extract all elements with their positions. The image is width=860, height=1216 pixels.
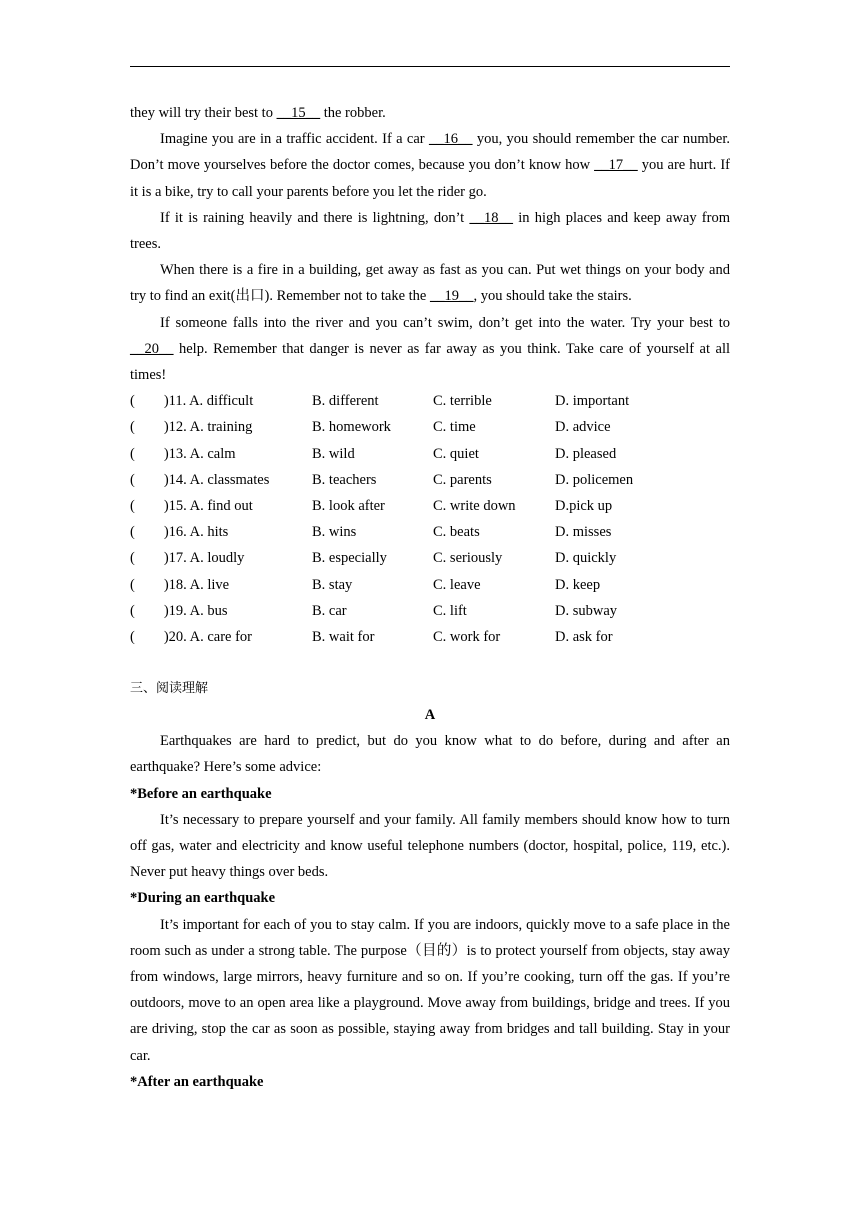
question-option-a: ( )14. A. classmates [130, 471, 270, 488]
passage-intro: Earthquakes are hard to predict, but do you know what to do before, during and after an earthquake? Here’s some advice: [130, 733, 730, 776]
text: the robber. [320, 105, 386, 121]
question-option-d: D. misses [555, 524, 612, 541]
question-option-c: C. quiet [433, 445, 479, 462]
text: When there is a fire in a building, get away as fast as you can. Put wet things on your body and try to find an exit(出口). Remember not to take the [130, 262, 730, 305]
text: in high places and keep away from trees. [130, 209, 730, 253]
question-option-d: D. quickly [555, 550, 617, 567]
question-option-b: B. wins [312, 524, 357, 541]
text: they will try their best to [130, 105, 277, 121]
text: If it is raining heavily and there is lightning, don’t [160, 209, 470, 226]
question-option-d: D. pleased [555, 445, 617, 462]
blank-20: __20__ [130, 340, 174, 357]
question-option-c: C. write down [433, 497, 516, 514]
blank-18: __18__ [469, 209, 513, 226]
question-option-b: B. teachers [312, 471, 377, 488]
question-row [130, 493, 730, 519]
question-option-b: B. look after [312, 497, 385, 514]
question-option-c: C. lift [433, 602, 467, 619]
question-option-a: ( )15. A. find out [130, 497, 253, 514]
question-option-d: D. subway [555, 602, 618, 619]
blank-16: __16__ [428, 131, 473, 148]
question-option-b: B. wait for [312, 628, 375, 645]
text: If someone falls into the river and you can’t swim, don’t get into the water. Try your best to [160, 314, 730, 331]
question-row [130, 598, 730, 624]
question-row [130, 545, 730, 571]
cloze-paragraph-4 [130, 257, 730, 309]
question-row [130, 388, 730, 414]
question-row [130, 414, 730, 440]
blank-15: __15__ [276, 105, 321, 121]
question-option-b: B. especially [312, 550, 387, 567]
text: you, you should remember the car number. Don’t move yourselves before the doctor comes, because you don’t know how [130, 131, 730, 174]
question-option-d: D.pick up [555, 497, 613, 514]
text: you are hurt. If it is a bike, try to call your parents before you let the rider go. [130, 157, 730, 200]
question-option-b: B. different [312, 393, 379, 410]
question-option-d: D. advice [555, 419, 611, 436]
question-option-b: B. stay [312, 576, 353, 593]
text: , you should take the stairs. [473, 288, 632, 305]
question-option-d: D. ask for [555, 628, 613, 645]
question-option-a: ( )19. A. bus [130, 602, 228, 619]
question-option-d: D. important [555, 393, 630, 410]
text: help. Remember that danger is never as far away as you think. Take care of yourself at all times! [130, 340, 730, 384]
cloze-paragraph-3 [130, 205, 730, 257]
question-row [130, 572, 730, 598]
subheading-after: *After an earthquake [130, 1073, 264, 1090]
question-option-b: B. homework [312, 419, 391, 436]
question-option-a: ( )17. A. loudly [130, 550, 245, 567]
question-option-c: C. work for [433, 628, 501, 645]
question-option-b: B. wild [312, 445, 355, 462]
question-option-c: C. time [433, 419, 476, 436]
cloze-paragraph-1 [130, 100, 730, 126]
question-option-a: ( )20. A. care for [130, 628, 252, 645]
question-option-c: C. parents [433, 471, 492, 488]
question-option-b: B. car [312, 602, 347, 619]
question-option-a: ( )12. A. training [130, 419, 253, 436]
question-option-a: ( )11. A. difficult [130, 393, 254, 410]
section-heading: 三、阅读理解 [130, 681, 209, 697]
question-option-c: C. terrible [433, 393, 492, 410]
header-rule [130, 66, 730, 67]
subheading-before: *Before an earthquake [130, 785, 272, 802]
page-content [130, 100, 730, 1095]
question-option-d: D. policemen [555, 471, 634, 488]
subheading-during: *During an earthquake [130, 890, 276, 907]
text: Imagine you are in a traffic accident. If a car [160, 131, 429, 148]
question-list [130, 388, 730, 650]
question-option-c: C. seriously [433, 550, 503, 567]
paragraph-before: It’s necessary to prepare yourself and your family. All family members should know how to turn off gas, water and electricity and know useful telephone numbers (doctor, hospital, police, 119, etc.). Never put heavy things over beds. [130, 811, 730, 881]
passage-title: A [424, 707, 436, 724]
question-option-a: ( )16. A. hits [130, 524, 229, 541]
question-row [130, 624, 730, 650]
question-row [130, 519, 730, 545]
cloze-paragraph-2 [130, 126, 730, 205]
question-option-c: C. leave [433, 576, 481, 593]
question-option-a: ( )13. A. calm [130, 445, 236, 462]
question-row [130, 467, 730, 493]
question-option-c: C. beats [433, 524, 480, 541]
question-row [130, 441, 730, 467]
cloze-paragraph-5 [130, 310, 730, 389]
question-option-a: ( )18. A. live [130, 576, 230, 593]
blank-19: __19__ [430, 288, 474, 305]
blank-17: __17__ [594, 157, 638, 174]
paragraph-during: It’s important for each of you to stay calm. If you are indoors, quickly move to a safe place in the room such as under a strong table. The purpose（目的）is to protect yourself from objects, stay away from windows, large mirrors, heavy furniture and so on. If you’re cooking, turn off the gas. If you’re outdoors, move to an open area like a playground. Move away from buildings, bridge and trees. If you are driving, stop the car as soon as possible, staying away from bridges and tall building. Stay in your car. [130, 916, 730, 1064]
question-option-d: D. keep [555, 576, 601, 593]
